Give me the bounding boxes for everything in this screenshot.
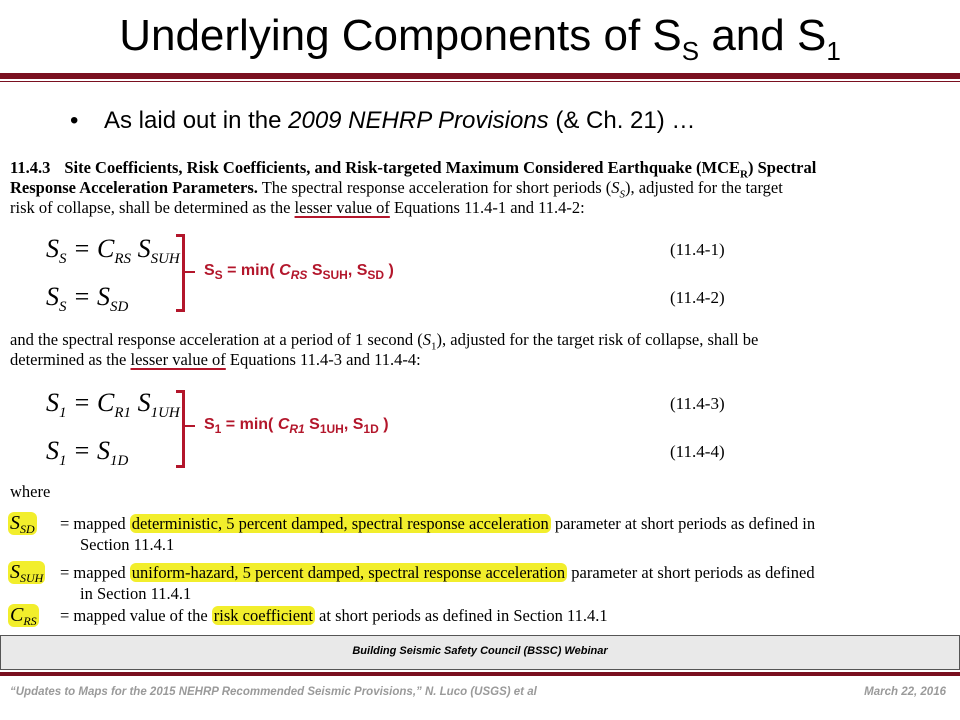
footer-date: March 22, 2016 <box>864 686 946 698</box>
slide-title: Underlying Components of $S_S$ and $S_1$ <box>119 11 841 66</box>
equation-number-2: (11.4-2) <box>670 288 725 307</box>
footer-banner-text: Building Seismic Safety Council (BSSC) Webinar <box>352 645 608 657</box>
equation-11-4-1: $S_S = C_{RS}$ $S_{SUH}$ <box>46 234 180 267</box>
def-symbol-ssuh: $S_{SUH}$ <box>10 561 44 585</box>
formula-s1-min: $S_1 = \min$( $C_{R1}$ $S_{1UH}$, $S_{1D}$ ) <box>204 416 389 436</box>
equation-number-1: (11.4-1) <box>670 240 725 259</box>
equation-11-4-3: $S_1 = C_{R1}$ $S_{1UH}$ <box>46 388 180 421</box>
equation-number-4: (11.4-4) <box>670 442 725 461</box>
bullet-icon: • <box>70 107 79 134</box>
def-ssuh-line-1: = mapped uniform-hazard, 5 percent damped, spectral response acceleration parameter at short periods as defined <box>60 563 815 582</box>
bracket-ss-tick <box>185 271 195 273</box>
footer-divider <box>0 672 960 676</box>
paragraph-1-line-1: Response Acceleration Parameters. The spectral response acceleration for short periods $(S_S)$, adjusted for the target <box>10 178 783 201</box>
highlight-ssd: deterministic, 5 percent damped, spectral response acceleration <box>131 514 549 533</box>
def-crs-line-1: = mapped value of the risk coefficient at short periods as defined in Section 11.4.1 <box>60 606 608 625</box>
title-divider <box>0 73 960 79</box>
def-ssuh-line-2: in Section 11.4.1 <box>80 584 192 603</box>
equation-11-4-4: $S_1 = S_{1D}$ <box>46 436 129 469</box>
paragraph-2-line-1: and the spectral response acceleration at a period of 1 second $(S_1)$, adjusted for the target risk of collapse, shall be <box>10 330 759 353</box>
section-heading: 11.4.3 Site Coefficients, Risk Coefficients, and Risk-targeted Maximum Considered Earthquake $(MCE_R)$ Spectral <box>10 158 817 181</box>
def-symbol-crs: $C_{RS}$ <box>10 604 37 628</box>
highlight-ssuh: uniform-hazard, 5 percent damped, spectral response acceleration <box>131 563 566 582</box>
def-symbol-ssd: $S_{SD}$ <box>10 512 35 536</box>
formula-ss-min: $S_S = \min$( $C_{RS}$ $S_{SUH}$, $S_{SD}$ ) <box>204 262 394 282</box>
bracket-s1-tick <box>185 425 195 427</box>
where-label: where <box>10 482 51 501</box>
bracket-ss <box>176 234 185 312</box>
paragraph-1-line-2: risk of collapse, shall be determined as the lesser value of Equations 11.4-1 and 11.4-2: <box>10 198 585 217</box>
equation-number-3: (11.4-3) <box>670 394 725 413</box>
paragraph-2-line-2: determined as the lesser value of Equations 11.4-3 and 11.4-4: <box>10 350 421 369</box>
def-ssd-line-2: Section 11.4.1 <box>80 535 175 554</box>
footer-citation: “Updates to Maps for the 2015 NEHRP Recommended Seismic Provisions,” N. Luco (USGS) et al <box>10 686 537 698</box>
highlight-crs: risk coefficient <box>213 606 313 625</box>
title-divider-thin <box>0 81 960 82</box>
lesser-value-underline-1: lesser value of <box>294 198 390 217</box>
bracket-s1 <box>176 390 185 468</box>
def-ssd-line-1: = mapped deterministic, 5 percent damped, spectral response acceleration parameter at short periods as defined in <box>60 514 816 533</box>
equation-11-4-2: $S_S = S_{SD}$ <box>46 282 129 315</box>
lesser-value-underline-2: lesser value of <box>130 350 226 369</box>
bullet-point: • As laid out in the 2009 NEHRP Provisions (& Ch. 21) … <box>70 104 695 138</box>
